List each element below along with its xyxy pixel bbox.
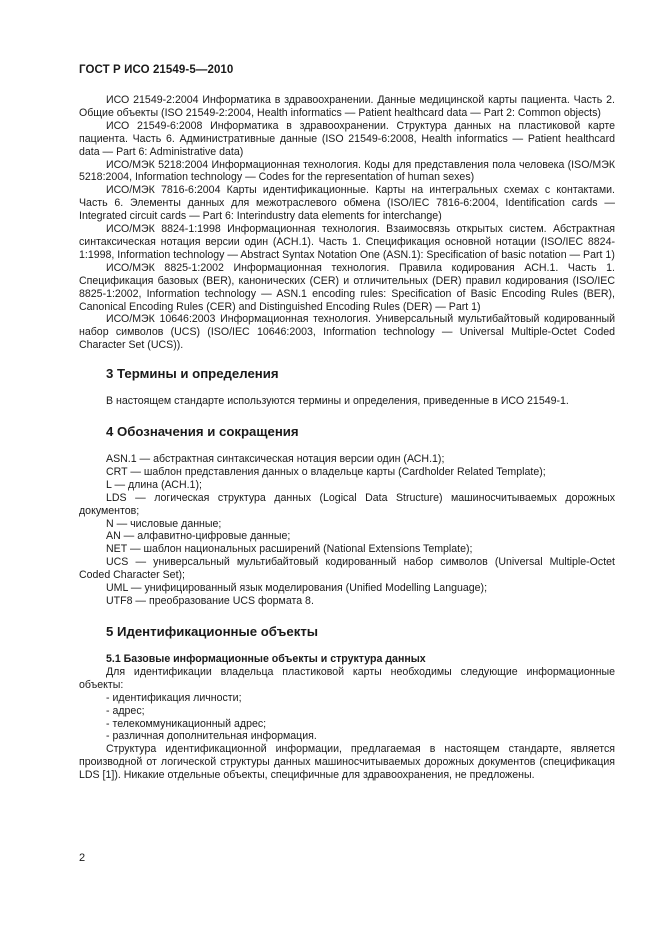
reference-item: ИСО 21549-2:2004 Информатика в здравоохранении. Данные медицинской карты пациента. Часть 2. Общие объекты (ISO 21549-2:2004, Health informatics — Patient healthcard data — Part 2: Common objects) (79, 94, 615, 119)
abbreviation-item: CRT — шаблон представления данных о владельце карты (Cardholder Related Template); (106, 465, 546, 478)
bullet-item: - адрес; (106, 704, 145, 717)
page-number: 2 (79, 852, 86, 864)
reference-item: ИСО 21549-6:2008 Информатика в здравоохранении. Структура данных на пластиковой карте пациента. Часть 6. Административные данные (ISO 21549-6:2008, Health informatics — Patient healthcard data — Part 6: Administrative data) (79, 119, 615, 158)
abbreviation-item: L — длина (АСН.1); (106, 478, 202, 491)
abbreviation-item: UTF8 — преобразование UCS формата 8. (106, 595, 314, 607)
reference-item: ИСО/МЭК 5218:2004 Информационная технология. Коды для представления пола человека (ISO/МЭК 5218:2004, Information technology — Codes for the representation of human sexes) (79, 158, 615, 184)
abbreviation-item: LDS — логическая структура данных (Logical Data Structure) машиносчитываемых дорожных документов; (79, 491, 615, 517)
reference-item: ИСО/МЭК 10646:2003 Информационная технология. Универсальный мультибайтовый кодированный набор символов (UCS) (ISO/IEC 10646:2003, Information technology — Universal Multiple-Octet Coded Character Set (UCS)). (79, 313, 615, 352)
section-3-text: В настоящем стандарте используются термины и определения, приведенные в ИСО 21549-1. (106, 395, 569, 408)
bullet-item: - различная дополнительная информация. (106, 730, 317, 743)
bullet-item: - телекоммуникационный адрес; (106, 717, 267, 730)
abbreviation-item: AN — алфавитно-цифровые данные; (106, 530, 291, 543)
reference-item: ИСО/МЭК 7816-6:2004 Карты идентификационные. Карты на интегральных схемах с контактами. Часть 6. Элементы данных для межотраслевого обмена (ISO/IEC 7816-6:2004, Identification cards — Integrated circuit cards — Part 6: Interindustry data elements for interchange) (79, 184, 615, 223)
abbreviation-item: ASN.1 — абстрактная синтаксическая нотация версии один (АСН.1); (106, 453, 445, 466)
reference-item: ИСО/МЭК 8824-1:1998 Информационная технология. Взаимосвязь открытых систем. Абстрактная синтаксическая нотация версии один (АСН.1). Часть 1. Спецификация основной нотации (ISO/IEC 8824-1:1998, Information technology — Abstract Syntax Notation One (ASN.1): Specification of basic notation — Part 1) (79, 223, 615, 261)
abbreviation-item: UML — унифицированный язык моделирования (Unified Modelling Language); (106, 582, 488, 595)
abbreviation-item: NET — шаблон национальных расширений (National Extensions Template); (106, 543, 473, 556)
document-header: ГОСТ Р ИСО 21549-5—2010 (79, 64, 234, 76)
section-3-heading: 3 Термины и определения (106, 366, 279, 382)
section-5-heading: 5 Идентификационные объекты (106, 623, 319, 639)
section-5-closing: Структура идентификационной информации, предлагаемая в настоящем стандарте, является производной от логической структуры данных машиносчитываемых дорожных документов (спецификация LDS [1]). Никакие отдельные объекты, специфичные для здравоохранения, не предложены. (79, 743, 615, 782)
reference-item: ИСО/МЭК 8825-1:2002 Информационная технология. Правила кодирования АСН.1. Часть 1. Спецификация базовых (BER), канонических (CER) и отличительных (DER) правил кодирования (ISO/IEC 8825-1:2002, Information technology — ASN.1 encoding rules: Specification of Basic Encoding Rules (BER), Canonical Encoding Rules (CER) and Distinguished Encoding Rules (DER) — Part 1) (79, 261, 615, 313)
section-4-heading: 4 Обозначения и сокращения (106, 424, 299, 440)
document-body (79, 94, 615, 782)
abbreviation-item: N — числовые данные; (106, 517, 222, 530)
section-5-intro: Для идентификации владельца пластиковой карты необходимы следующие информационные объекты: (79, 665, 615, 691)
abbreviation-item: UCS — универсальный мультибайтовый кодированный набор символов (Universal Multiple-Octet Coded Character Set); (79, 556, 615, 582)
bullet-item: - идентификация личности; (106, 691, 242, 704)
subsection-5-1-heading: 5.1 Базовые информационные объекты и структура данных (106, 652, 426, 665)
